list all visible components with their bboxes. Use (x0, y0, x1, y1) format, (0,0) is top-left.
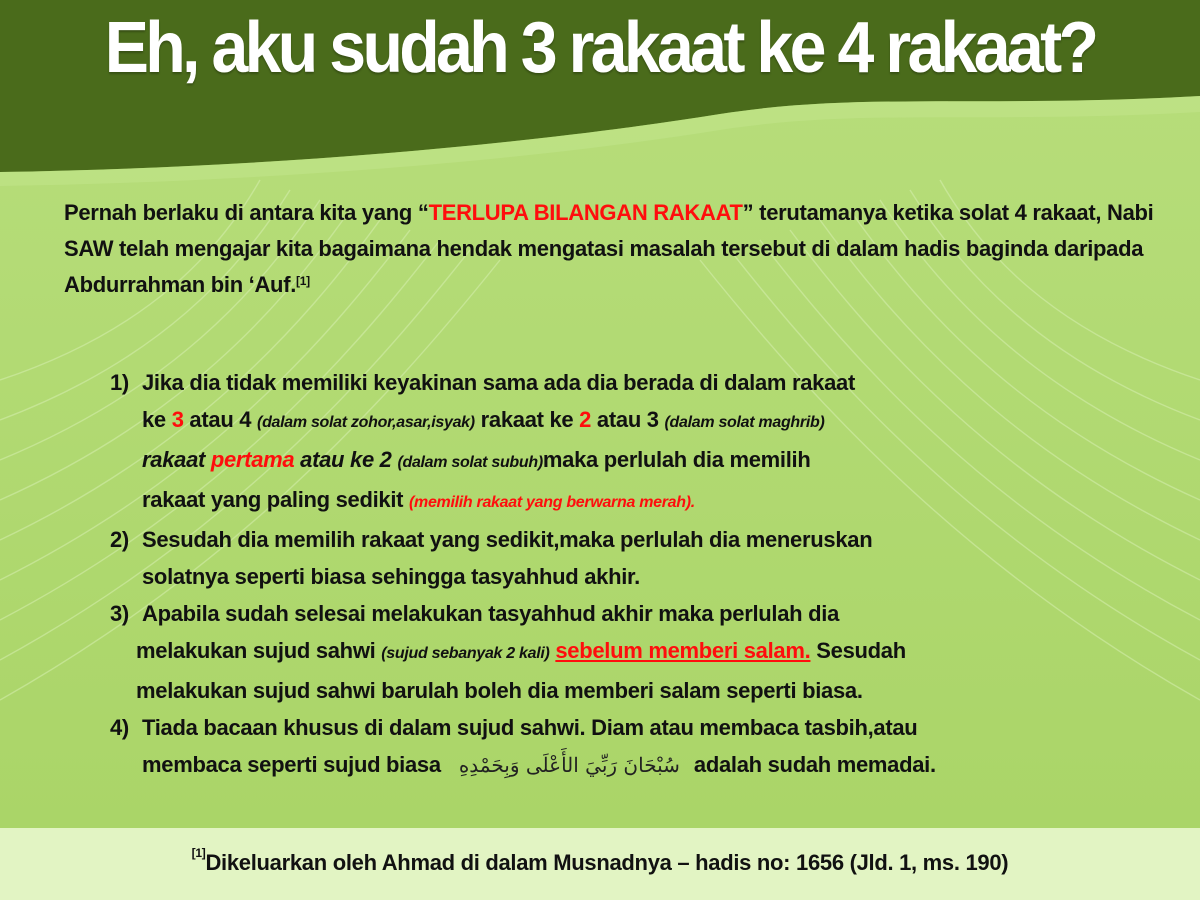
item-number: 3) (110, 601, 129, 626)
item-3-line-2 (136, 632, 1150, 672)
item-1-red-2: 2 (579, 407, 592, 432)
item-1-red-3: 3 (171, 407, 184, 432)
item-2-line-1: Sesudah dia memilih rakaat yang sedikit,maka perlulah dia meneruskan (142, 527, 873, 552)
item-3-note: (sujud sebanyak 2 kali) (381, 645, 550, 662)
item-1-text-d: rakaat ke (474, 407, 580, 432)
item-3-text-c: Sesudah (810, 638, 906, 663)
item-4-line-1: Tiada bacaan khusus di dalam sujud sahwi. Diam atau membaca tasbih,atau (142, 715, 918, 740)
intro-text-1: Pernah berlaku di antara kita yang “ (64, 200, 429, 225)
intro-footnote-ref: [1] (296, 274, 310, 288)
intro-highlight: TERLUPA BILANGAN RAKAAT (428, 200, 743, 225)
item-1-text-f: rakaat (142, 447, 211, 472)
footnote-ref: [1] (191, 846, 206, 860)
item-4-text-b: membaca seperti sujud biasa (142, 752, 441, 777)
footnote-text: Dikeluarkan oleh Ahmad di dalam Musnadnya – hadis no: 1656 (Jld. 1, ms. 190) (205, 850, 1009, 875)
item-number: 4) (110, 715, 129, 740)
item-1-red-pertama: pertama (210, 447, 295, 472)
item-3-line-3: melakukan sujud sahwi barulah boleh dia memberi salam seperti biasa. (136, 678, 863, 703)
item-1-line-3 (142, 441, 1150, 481)
list-item-2 (110, 521, 1150, 595)
item-1-text-a: Jika dia tidak memiliki keyakinan sama ada dia berada di dalam rakaat (142, 370, 856, 395)
item-1-line-4 (142, 481, 1150, 521)
item-1-text-g: atau ke 2 (294, 447, 398, 472)
item-1-text-b: ke (142, 407, 172, 432)
list-item-1 (110, 364, 1150, 521)
item-1-text-i: rakaat yang paling sedikit (142, 487, 409, 512)
item-1-text-c: atau 4 (183, 407, 258, 432)
intro-paragraph (64, 195, 1174, 303)
item-3-text-b: melakukan sujud sahwi (136, 638, 382, 663)
footnote (0, 846, 1200, 876)
page-title: Eh, aku sudah 3 rakaat ke 4 rakaat? (104, 8, 1096, 88)
item-1-line-1 (142, 364, 1150, 401)
item-1-line-2 (142, 401, 1150, 441)
item-3-underlined: sebelum memberi salam. (555, 638, 811, 663)
item-1-note-1: (dalam solat zohor,asar,isyak) (257, 414, 475, 431)
arabic-tasbih: سُبْحَانَ رَبِّيَ الأَعْلَى وَبِحَمْدِهِ (458, 753, 680, 777)
item-1-note-3: (dalam solat subuh) (397, 454, 543, 471)
item-4-text-c: adalah sudah memadai. (693, 752, 936, 777)
item-1-text-e: atau 3 (591, 407, 665, 432)
item-1-text-h: maka perlulah dia memilih (542, 447, 811, 472)
item-1-note-4: (memilih rakaat yang berwarna merah). (409, 494, 695, 511)
list-item-3 (110, 595, 1150, 709)
item-3-line-1: Apabila sudah selesai melakukan tasyahhud akhir maka perlulah dia (142, 601, 840, 626)
item-number: 1) (110, 370, 129, 395)
list-item-4 (110, 709, 1150, 784)
item-number: 2) (110, 527, 129, 552)
item-1-note-2: (dalam solat maghrib) (664, 414, 825, 431)
item-2-line-2: solatnya seperti biasa sehingga tasyahhud akhir. (142, 564, 640, 589)
intro-text-2: ” terutamanya ketika solat 4 rakaat, Nabi SAW telah mengajar kita bagaimana hendak mengatasi masalah tersebut di dalam hadis baginda daripada Abdurrahman bin ‘Auf. (64, 200, 1154, 297)
instruction-list (110, 364, 1150, 784)
item-4-line-2 (142, 746, 1150, 784)
